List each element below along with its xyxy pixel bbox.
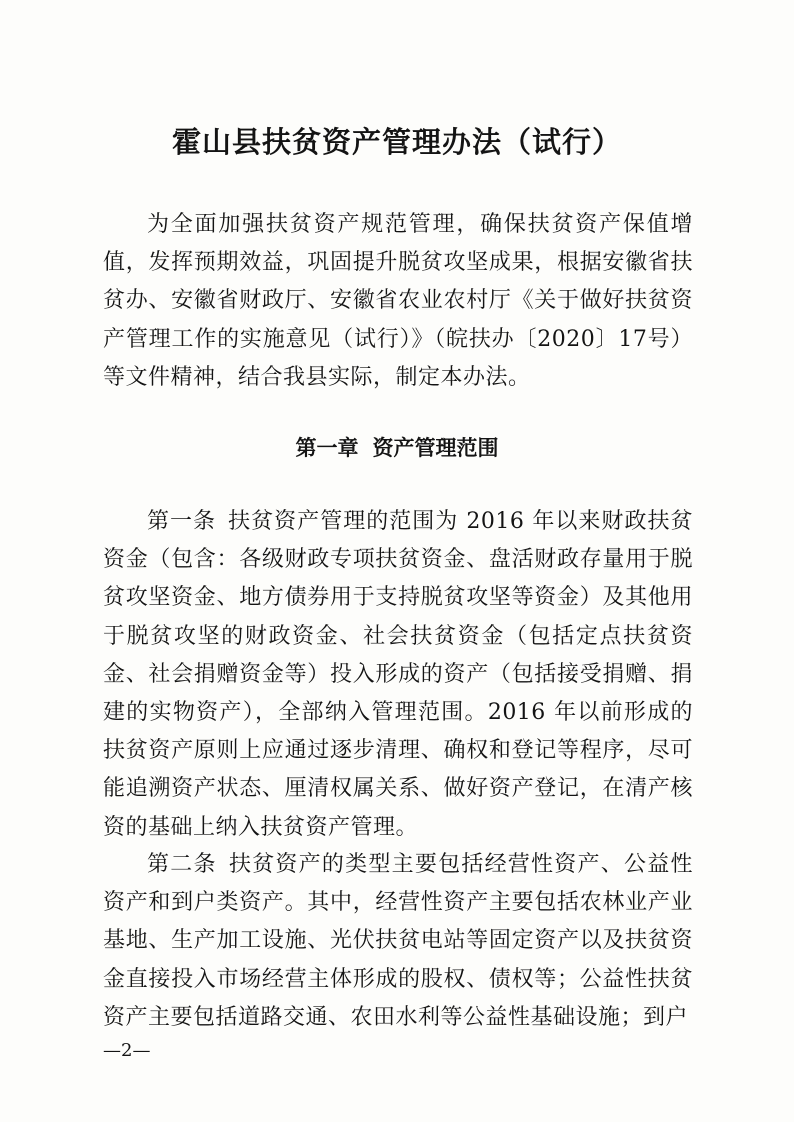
chapter-heading (0, 432, 794, 462)
article-2-text: 扶贫资产的类型主要包括经营性资产、公益性资产和到户类资产。其中，经营性资产主要包括农林业产业基地、生产加工设施、光伏扶贫电站等固定资产以及扶贫资金直接投入市场经营主体形成的股权、债权等；公益性扶贫资产主要包括道路交通、农田水利等公益性基础设施；到户 (103, 852, 693, 1030)
page-number: —2— (103, 1040, 151, 1061)
intro-paragraph: 为全面加强扶贫资产规范管理，确保扶贫资产保值增值，发挥预期效益，巩固提升脱贫攻坚成果，根据安徽省扶贫办、安徽省财政厅、安徽省农业农村厅《关于做好扶贫资产管理工作的实施意见（试行）》（皖扶办〔2020〕17号）等文件精神，结合我县实际，制定本办法。 (103, 212, 693, 390)
article-2 (103, 846, 693, 1037)
article-1-number: 第一条 (147, 509, 217, 534)
article-2-number: 第二条 (147, 852, 217, 877)
chapter-title: 资产管理范围 (372, 436, 499, 460)
article-1 (103, 503, 693, 847)
chapter-number: 第一章 (295, 436, 359, 460)
article-1-text: 扶贫资产管理的范围为 2016 年以来财政扶贫资金（包含：各级财政专项扶贫资金、盘活财政存量用于脱贫攻坚资金、地方债券用于支持脱贫攻坚等资金）及其他用于脱贫攻坚的财政资金、社会扶贫资金（包括定点扶贫资金、社会捐赠资金等）投入形成的资产（包括接受捐赠、捐建的实物资产），全部纳入管理范围。2016 年以前形成的扶贫资产原则上应通过逐步清理、确权和登记等程序，尽可能追溯资产状态、厘清权属关系、做好资产登记，在清产核资的基础上纳入扶贫资产管理。 (103, 509, 693, 840)
document-title: 霍山县扶贫资产管理办法（试行） (171, 125, 622, 159)
